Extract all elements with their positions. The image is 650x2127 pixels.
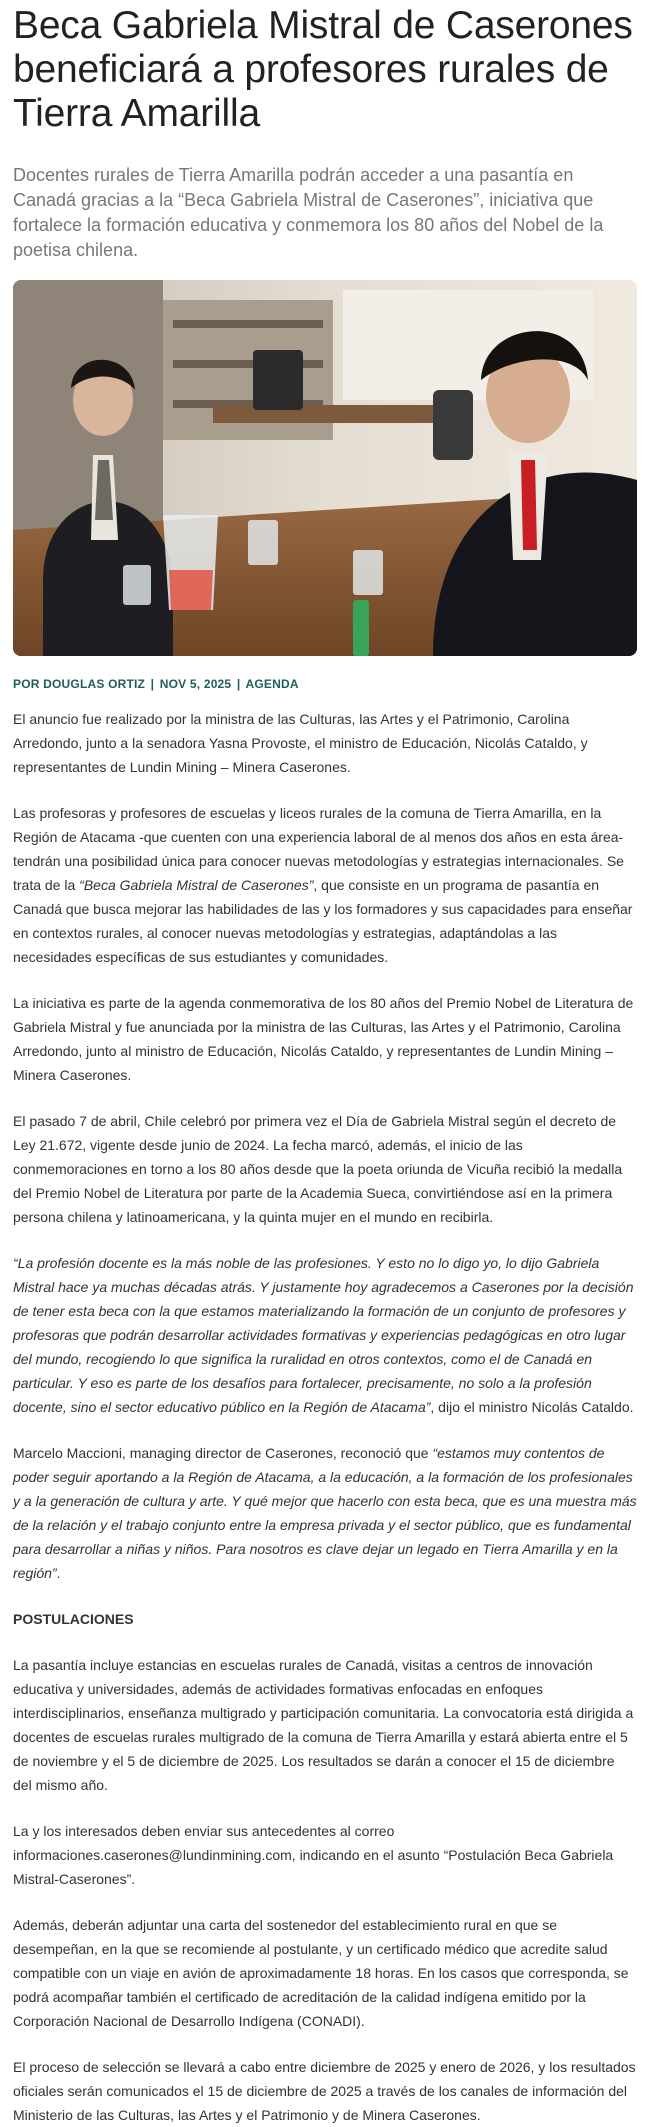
paragraph: La iniciativa es parte de la agenda conmemorativa de los 80 años del Premio Nobel de Literatura de Gabriela Mistral y fue anunciada por la ministra de las Culturas, las Artes y el Patrimonio, Carolina Arredondo, junto al ministro de Educación, Nicolás Cataldo, y representantes de Lundin Mining – Minera Caserones. (13, 995, 634, 1083)
article-subtitle: Docentes rurales de Tierra Amarilla podrán acceder a una pasantía en Canadá gracias a la “Beca Gabriela Mistral de Caserones”, iniciativa que fortalece la formación educativa y conmemora los 80 años del Nobel de la poetisa chilena. (13, 165, 604, 260)
article-title: Beca Gabriela Mistral de Caserones beneficiará a profesores rurales de Tierra Amarilla (13, 4, 633, 135)
publish-date: NOV 5, 2025 (159, 677, 232, 691)
paragraph-text: , que consiste en un programa de pasantía en Canadá que busca mejorar las habilidades de las y los formadores y sus capacidades para enseñar en contextos rurales, al conocer nuevas metodologías y estrategias, adaptándolas a las necesidades específicas de sus estudiantes y comunidades. (13, 877, 633, 965)
paragraph (13, 801, 637, 969)
paragraph-text: . (56, 1565, 61, 1581)
section-heading: POSTULACIONES (13, 1611, 134, 1627)
paragraph (13, 1441, 637, 1585)
article-meta (13, 677, 637, 691)
paragraph: El anuncio fue realizado por la ministra de las Culturas, las Artes y el Patrimonio, Carolina Arredondo, junto a la senadora Yasna Provoste, el ministro de Educación, Nicolás Cataldo, y representantes de Lundin Mining – Minera Caserones. (13, 711, 588, 775)
quote-paragraph (13, 1251, 637, 1419)
paragraph-text: Las profesoras y profesores de escuelas y liceos rurales de la comuna de Tierra Amarilla, en la Región de Atacama -que cuenten con una experiencia laboral de al menos dos años en esta área- tendrán una posibilidad única para conocer nuevas metodologías y estrategias internacionales. Se trata de la (13, 805, 624, 893)
article-photo (13, 280, 637, 656)
paragraph: Además, deberán adjuntar una carta del sostenedor del establecimiento rural en que se desempeñan, en la que se recomiende al postulante, y un certificado médico que acredite salud compatible con un viaje en avión de aproximadamente 18 horas. En los casos que corresponda, se podrá acompañar también el certificado de acreditación de la calidad indígena emitido por la Corporación Nacional de Desarrollo Indígena (CONADI). (13, 1917, 629, 2029)
category-link[interactable]: AGENDA (245, 677, 299, 691)
meta-separator: | (150, 677, 155, 691)
meta-separator: | (236, 677, 241, 691)
paragraph: El pasado 7 de abril, Chile celebró por primera vez el Día de Gabriela Mistral según el decreto de Ley 21.672, vigente desde junio de 2024. La fecha marcó, además, el inicio de las conmemoraciones en torno a los 80 años desde que la poeta oriunda de Vicuña recibió la medalla del Premio Nobel de Literatura por parte de la Academia Sueca, convirtiéndose así en la primera persona chilena y latinoamericana, y la quinta mujer en el mundo en recibirla. (13, 1113, 623, 1225)
paragraph-text: , dijo el ministro Nicolás Cataldo. (430, 1399, 634, 1415)
paragraph-text: Marcelo Maccioni, managing director de Caserones, reconoció que (13, 1445, 433, 1461)
paragraph: El proceso de selección se llevará a cabo entre diciembre de 2025 y enero de 2026, y los resultados oficiales serán comunicados el 15 de diciembre de 2025 a través de los canales de información del Ministerio de las Culturas, las Artes y el Patrimonio y de Minera Caserones. (13, 2059, 636, 2123)
paragraph-emphasis: “Beca Gabriela Mistral de Caserones” (79, 877, 314, 893)
quote-text: “La profesión docente es la más noble de las profesiones. Y esto no lo digo yo, lo dijo Gabriela Mistral hace ya muchas décadas atrás. Y justamente hoy agradecemos a Caserones por la decisión de tener esta beca con la que estamos materializando la formación de un conjunto de profesores y profesoras que podrán desarrollar actividades formativas y experiencias pedagógicas en otro lugar del mundo, recogiendo lo que significa la ruralidad en otros contextos, como el de Canadá en particular. Y eso es parte de los desafíos para fortalecer, precisamente, no solo a la profesión docente, sino el sector educativo público en la Región de Atacama” (13, 1255, 634, 1415)
paragraph: La pasantía incluye estancias en escuelas rurales de Canadá, visitas a centros de innovación educativa y universidades, además de actividades formativas enfocadas en enfoques interdisciplinarios, enseñanza multigrado y participación comunitaria. La convocatoria está dirigida a docentes de escuelas rurales multigrado de la comuna de Tierra Amarilla y estará abierta entre el 5 de noviembre y el 5 de diciembre de 2025. Los resultados se darán a conocer el 15 de diciembre del mismo año. (13, 1657, 634, 1793)
author-link[interactable]: POR DOUGLAS ORTIZ (13, 677, 146, 691)
meeting-photo-image (13, 280, 637, 656)
article-body (13, 707, 637, 2127)
paragraph: La y los interesados deben enviar sus antecedentes al correo informaciones.caserones@lundinmining.com, indicando en el asunto “Postulación Beca Gabriela Mistral-Caserones”. (13, 1823, 614, 1887)
article (0, 4, 650, 2127)
quote-text: “estamos muy contentos de poder seguir aportando a la Región de Atacama, a la educación, a la formación de los profesionales y a la generación de cultura y arte. Y qué mejor que hacerlo con esta beca, que es una muestra más de la relación y el trabajo conjunto entre la empresa privada y el sector público, que es fundamental para desarrollar a niñas y niños. Para nosotros es clave dejar un legado en Tierra Amarilla y en la región” (13, 1445, 637, 1581)
